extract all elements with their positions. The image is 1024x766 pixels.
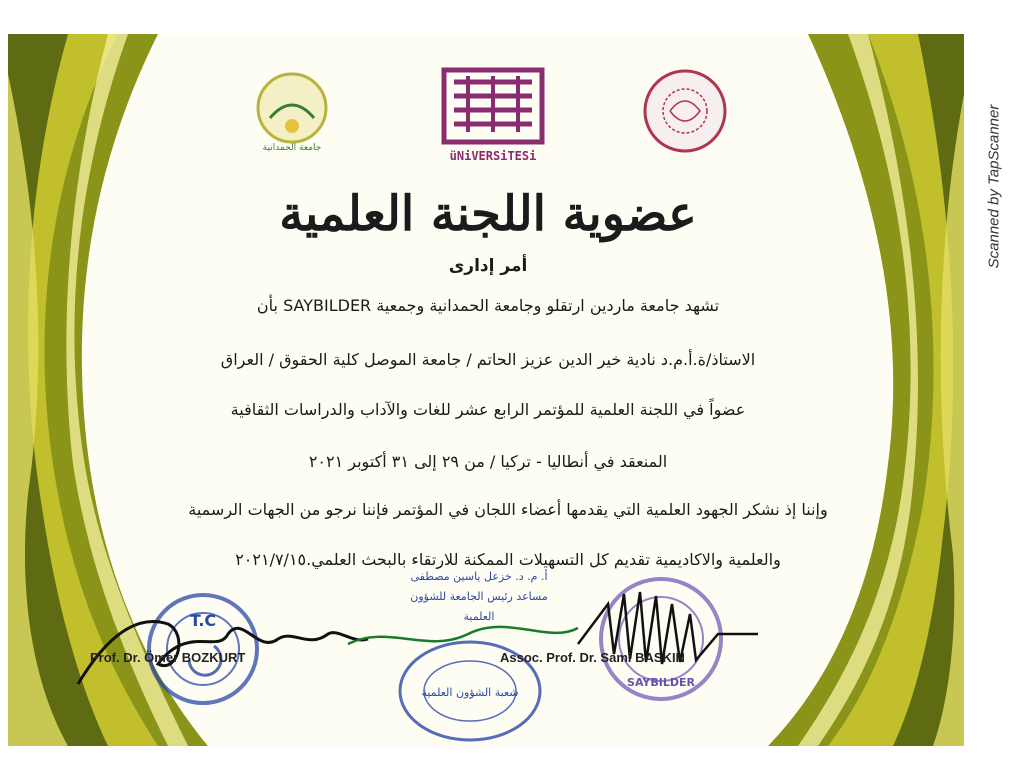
body-line-3: عضواً في اللجنة العلمية للمؤتمر الرابع عشر للغات والآداب والدراسات الثقافية <box>230 400 746 419</box>
left-signatory-name: Prof. Dr. Ömer BOZKURT <box>90 650 246 665</box>
body-line-4: المنعقد في أنطاليا - تركيا / من ٢٩ إلى ٣١ أكتوبر ٢٠٢١ <box>308 452 668 471</box>
stamp-role: مساعد رئيس الجامعة للشؤون العلمية <box>410 590 548 623</box>
mardin-artuklu-logo <box>438 66 548 166</box>
svg-text:SAYBILDER: SAYBILDER <box>627 676 695 689</box>
body-line-6: والعلمية والاكاديمية تقديم كل التسهيلات الممكنة للارتقاء بالبحث العلمي.٢٠٢١/٧/١٥ <box>235 550 781 569</box>
hamdaniya-logo <box>252 70 332 154</box>
svg-text:üNiVERSiTESi: üNiVERSiTESi <box>449 149 537 163</box>
svg-text:جامعة الحمدانية: جامعة الحمدانية <box>262 143 322 153</box>
stamp-name: أ. م. د. خزعل ياسين مصطفى <box>410 570 548 583</box>
svg-text:T.C: T.C <box>189 611 217 630</box>
scanner-watermark <box>980 80 1008 300</box>
body-line-5: وإننا إذ نشكر الجهود العلمية التي يقدمها أعضاء اللجان في المؤتمر فإننا نرجو من الجهات الرسمية <box>188 500 828 519</box>
watermark-text: Scanned by TapScanner <box>985 104 1003 269</box>
certificate <box>8 34 964 746</box>
svg-text:شعبة الشؤون العلمية: شعبة الشؤون العلمية <box>421 686 519 699</box>
order-heading: أمر إدارى <box>448 256 528 276</box>
saybilder-logo <box>640 66 730 156</box>
right-signature <box>568 574 768 684</box>
certificate-title: عضوية اللجنة العلمية <box>279 186 697 242</box>
body-line-1: تشهد جامعة ماردين ارتقلو وجامعة الحمدانية وجمعية SAYBILDER بأن <box>256 296 720 315</box>
body-line-2: الاستاذ/ة.أ.م.د نادية خير الدين عزيز الحاتم / جامعة الموصل كلية الحقوق / العراق <box>220 350 756 369</box>
right-signatory-name: Assoc. Prof. Dr. Sami BASKIN <box>500 650 685 665</box>
